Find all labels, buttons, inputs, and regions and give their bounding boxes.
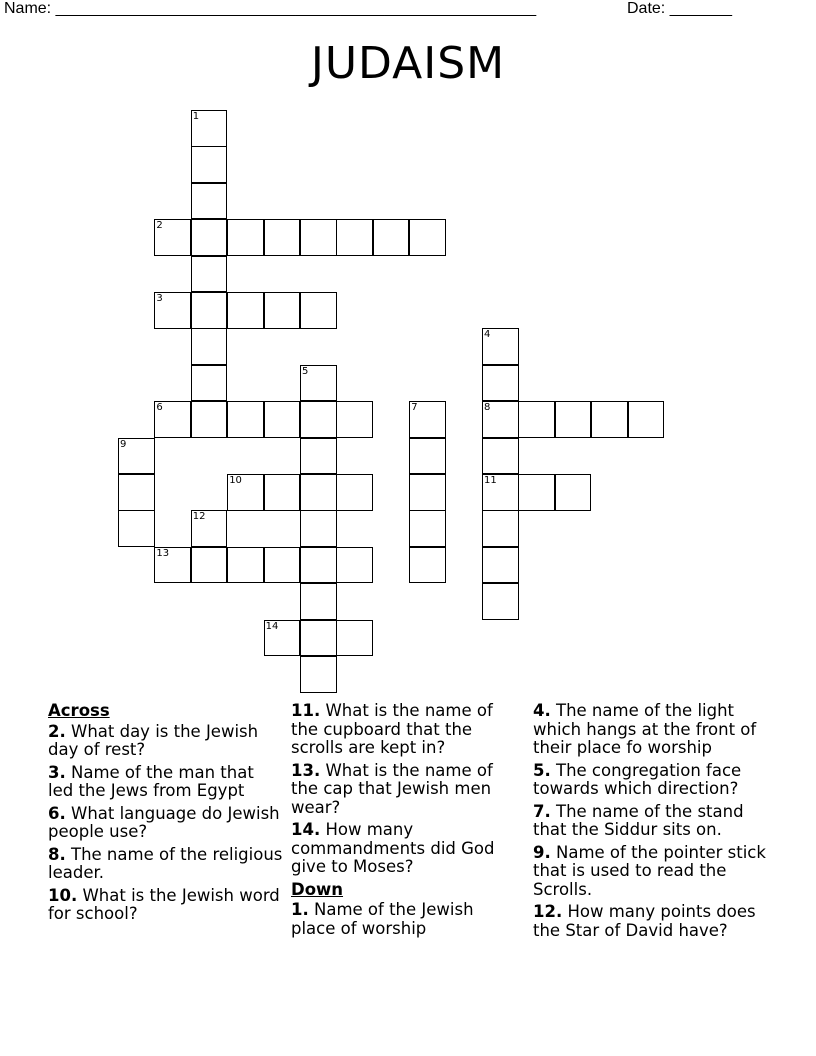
grid-cell[interactable] xyxy=(264,620,301,657)
grid-cell[interactable] xyxy=(191,110,228,147)
grid-cell[interactable] xyxy=(482,583,519,620)
clue-column-1 xyxy=(48,702,283,928)
grid-cell[interactable] xyxy=(300,583,337,620)
grid-cell[interactable] xyxy=(482,438,519,475)
grid-cell[interactable] xyxy=(300,401,337,438)
grid-cell[interactable] xyxy=(482,328,519,365)
grid-cell[interactable] xyxy=(482,365,519,402)
grid-cell[interactable] xyxy=(154,401,191,438)
grid-cell[interactable] xyxy=(300,474,337,511)
clue-number: 11 xyxy=(484,475,497,486)
clue-across-14: 14. How many commandments did God give to Moses? xyxy=(291,820,495,876)
clue-number: 1 xyxy=(192,111,200,122)
grid-cell[interactable] xyxy=(409,547,446,584)
page-title: JUDAISM xyxy=(310,38,506,89)
grid-cell[interactable] xyxy=(300,219,337,256)
clue-across-8: 8. The name of the religious leader. xyxy=(48,844,283,882)
grid-cell[interactable] xyxy=(118,510,155,547)
grid-cell[interactable] xyxy=(191,256,228,293)
grid-cell[interactable] xyxy=(154,219,191,256)
grid-cell[interactable] xyxy=(336,620,373,657)
clue-number: 14 xyxy=(265,620,279,632)
grid-cell[interactable] xyxy=(482,510,519,547)
grid-cell[interactable] xyxy=(409,510,446,547)
grid-cell[interactable] xyxy=(227,219,264,256)
clue-across-11: 11. What is the name of the cupboard that the scrolls are kept in? xyxy=(291,701,493,757)
clue-number: 9 xyxy=(120,438,127,450)
grid-cell[interactable] xyxy=(227,474,264,511)
clue-number: 6 xyxy=(156,402,163,414)
grid-cell[interactable] xyxy=(264,292,301,329)
grid-cell[interactable] xyxy=(191,328,228,365)
clue-down-7: 7. The name of the stand that the Siddur sits on. xyxy=(533,801,744,839)
grid-cell[interactable] xyxy=(191,292,228,329)
clue-number: 4 xyxy=(484,329,491,341)
grid-cell[interactable] xyxy=(591,401,628,438)
grid-cell[interactable] xyxy=(336,547,373,584)
grid-cell[interactable] xyxy=(555,401,592,438)
clue-number: 8 xyxy=(484,402,491,414)
clue-down-5: 5. The congregation face towards which direction? xyxy=(533,760,742,798)
grid-cell[interactable] xyxy=(227,401,264,438)
grid-cell[interactable] xyxy=(300,656,337,693)
clue-down-1: 1. Name of the Jewish place of worship xyxy=(291,900,474,938)
grid-cell[interactable] xyxy=(191,547,228,584)
grid-cell[interactable] xyxy=(191,146,228,183)
name-field-label[interactable]: Name: ______________________________________________________ xyxy=(4,0,537,17)
grid-cell[interactable] xyxy=(336,219,373,256)
clue-down-9: 9. Name of the pointer stick that is used to read the Scrolls. xyxy=(533,842,766,899)
clue-across-13: 13. What is the name of the cap that Jewish men wear? xyxy=(291,760,493,817)
grid-cell[interactable] xyxy=(300,365,337,402)
grid-cell[interactable] xyxy=(191,365,228,402)
grid-cell[interactable] xyxy=(482,547,519,584)
clue-column-2 xyxy=(291,702,506,942)
clue-across-10: 10. What is the Jewish word for school? xyxy=(48,885,280,923)
clue-across-6: 6. What language do Jewish people use? xyxy=(48,803,280,841)
grid-cell[interactable] xyxy=(300,438,337,475)
grid-cell[interactable] xyxy=(336,401,373,438)
grid-cell[interactable] xyxy=(409,474,446,511)
grid-cell[interactable] xyxy=(555,474,592,511)
grid-cell[interactable] xyxy=(264,547,301,584)
grid-cell[interactable] xyxy=(227,292,264,329)
clue-number: 13 xyxy=(156,547,170,559)
grid-cell[interactable] xyxy=(300,292,337,329)
grid-cell[interactable] xyxy=(300,620,337,657)
clue-number: 12 xyxy=(192,511,206,523)
grid-cell[interactable] xyxy=(373,219,410,256)
clue-number: 3 xyxy=(156,293,163,304)
across-heading: Across xyxy=(48,701,110,720)
clue-across-2: 2. What day is the Jewish day of rest? xyxy=(48,721,259,759)
clue-down-4: 4. The name of the light which hangs at the front of their place fo worship xyxy=(533,701,757,757)
grid-cell[interactable] xyxy=(154,292,191,329)
grid-cell[interactable] xyxy=(264,474,301,511)
down-heading: Down xyxy=(291,879,344,899)
clue-across-3: 3. Name of the man that led the Jews from Egypt xyxy=(48,762,254,800)
grid-cell[interactable] xyxy=(300,510,337,547)
grid-cell[interactable] xyxy=(628,401,665,438)
grid-cell[interactable] xyxy=(518,474,555,511)
grid-cell[interactable] xyxy=(300,547,337,584)
grid-cell[interactable] xyxy=(409,401,446,438)
grid-cell[interactable] xyxy=(191,219,228,256)
grid-cell[interactable] xyxy=(154,547,191,584)
grid-cell[interactable] xyxy=(264,401,301,438)
grid-cell[interactable] xyxy=(518,401,555,438)
grid-cell[interactable] xyxy=(336,474,373,511)
grid-cell[interactable] xyxy=(482,401,519,438)
grid-cell[interactable] xyxy=(191,510,228,547)
grid-cell[interactable] xyxy=(191,183,228,220)
date-field-label[interactable]: Date: _______ xyxy=(627,0,732,17)
clue-number: 2 xyxy=(156,220,163,232)
grid-cell[interactable] xyxy=(409,219,446,256)
clue-number: 5 xyxy=(302,365,309,377)
grid-cell[interactable] xyxy=(264,219,301,256)
clue-down-12: 12. How many points does the Star of David have? xyxy=(533,902,756,940)
grid-cell[interactable] xyxy=(118,474,155,511)
grid-cell[interactable] xyxy=(227,547,264,584)
clue-column-3 xyxy=(533,702,773,944)
grid-cell[interactable] xyxy=(191,401,228,438)
grid-cell[interactable] xyxy=(482,474,519,511)
grid-cell[interactable] xyxy=(118,438,155,475)
grid-cell[interactable] xyxy=(409,438,446,475)
clue-number: 10 xyxy=(229,475,242,486)
clue-number: 7 xyxy=(411,402,418,414)
